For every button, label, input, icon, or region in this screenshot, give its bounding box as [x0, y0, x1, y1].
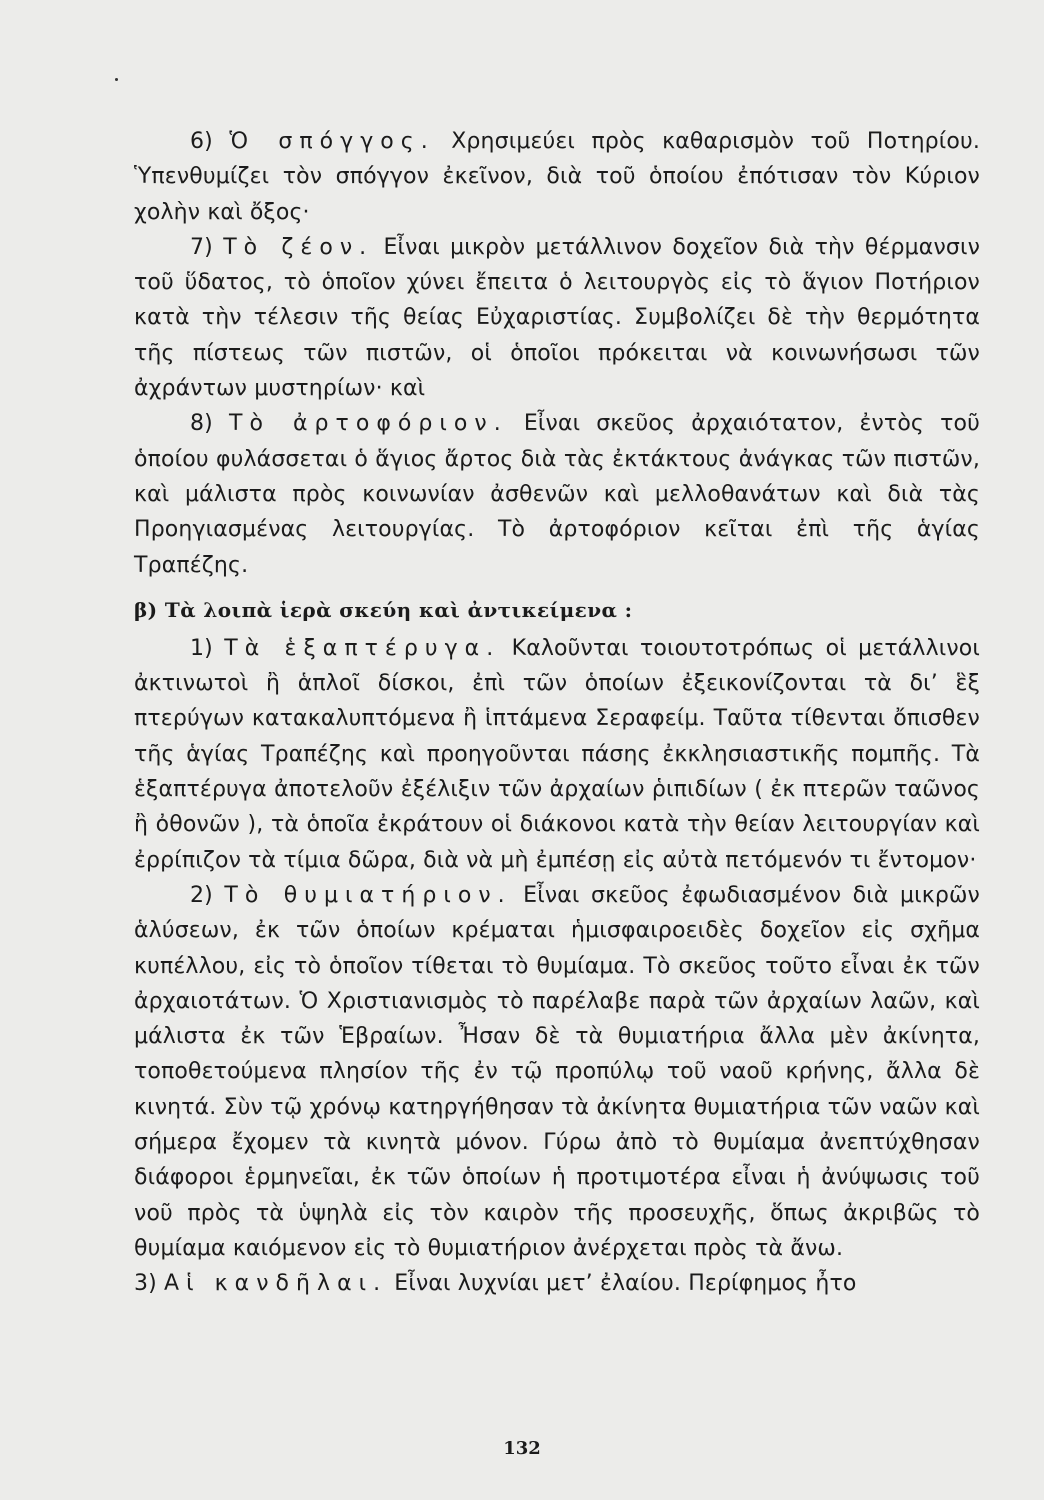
section-heading: β) Τὰ λοιπὰ ἱερὰ σκεύη καὶ ἀντικείμενα :	[134, 597, 633, 622]
paragraph-section-item-3	[134, 1266, 980, 1301]
item-text: Εἶναι σκεῦος ἀρχαιότατον, ἐντὸς τοῦ ὁποίου φυλάσσεται ὁ ἅγιος ἄρτος διὰ τὰς ἐκτάκτους ἀνάγκας τῶν πιστῶν, καὶ μάλιστα πρὸς κοινωνίαν ἀσθενῶν καὶ μελλοθανάτων καὶ διὰ τὰς Προηγιασμένας λειτουργίας. Τὸ ἀρτοφόριον κεῖται ἐπὶ τῆς ἁγίας Τραπέζης.	[134, 411, 980, 578]
item-term: Τὸ ἀρτοφόριον.	[229, 411, 508, 437]
item-number: 6)	[190, 129, 213, 154]
item-term: Τὸ θυμιατήριον.	[224, 882, 512, 908]
item-term: Τὰ ἑξαπτέρυγα.	[224, 635, 501, 661]
item-term: Αἱ κανδῆλαι.	[164, 1271, 388, 1297]
item-number: 8)	[190, 411, 213, 437]
item-term: Ὁ σπόγγος.	[229, 129, 435, 154]
item-number: 1)	[190, 635, 213, 661]
page-number: 132	[503, 1438, 541, 1459]
item-number: 7)	[190, 234, 213, 260]
paragraph-item-7	[134, 230, 980, 406]
item-text: Εἶναι μικρὸν μετάλλινον δοχεῖον διὰ τὴν θέρμανσιν τοῦ ὕδατος, τὸ ὁποῖον χύνει ἔπειτα ὁ λειτουργὸς εἰς τὸ ἅγιον Ποτήριον κατὰ τὴν τέλεσιν τῆς θείας Εὐχαριστίας. Συμβολίζει δὲ τὴν θερμότητα τῆς πίστεως τῶν πιστῶν, οἱ ὁποῖοι πρόκειται νὰ κοινωνήσωσι τῶν ἀχράντων μυστηρίων· καὶ	[134, 234, 981, 402]
paragraph-section-item-1	[134, 631, 980, 878]
item-text: Χρησιμεύει πρὸς καθαρισμὸν τοῦ Ποτηρίου. Ὑπενθυμίζει τὸν σπόγγον ἐκεῖνον, διὰ τοῦ ὁποίου ἐπότισαν τὸν Κύριον χολὴν καὶ ὄξος·	[134, 129, 981, 225]
page-body	[134, 124, 980, 1302]
paragraph-section-item-2	[134, 878, 980, 1266]
item-text: Εἶναι σκεῦος ἐφωδιασμένον διὰ μικρῶν ἁλύσεων, ἐκ τῶν ὁποίων κρέμαται ἡμισφαιροειδὲς δοχεῖον εἰς σχῆμα κυπέλλου, εἰς τὸ ὁποῖον τίθεται τὸ θυμίαμα. Τὸ σκεῦος τοῦτο εἶναι ἐκ τῶν ἀρχαιοτάτων. Ὁ Χριστιανισμὸς τὸ παρέλαβε παρὰ τῶν ἀρχαίων λαῶν, καὶ μάλιστα ἐκ τῶν Ἑβραίων. Ἦσαν δὲ τὰ θυμιατήρια ἄλλα μὲν ἀκίνητα, τοποθετούμενα πλησίον τῆς ἐν τῷ προπύλῳ τοῦ ναοῦ κρήνης, ἄλλα δὲ κινητά. Σὺν τῷ χρόνῳ κατηργήθησαν τὰ ἀκίνητα θυμιατήρια τῶν ναῶν καὶ σήμερα ἔχομεν τὰ κινητὰ μόνον. Γύρω ἀπὸ τὸ θυμίαμα ἀνεπτύχθησαν διάφοροι ἑρμηνεῖαι, ἐκ τῶν ὁποίων ἡ προτιμοτέρα εἶναι ἡ ἀνύψωσις τοῦ νοῦ πρὸς τὰ ὑψηλὰ εἰς τὸν καιρὸν τῆς προσευχῆς, ὅπως ἀκριβῶς τὸ θυμίαμα καιόμενον εἰς τὸ θυμιατήριον ἀνέρχεται πρὸς τὰ ἄνω.	[134, 882, 980, 1261]
paragraph-item-6	[134, 124, 980, 230]
ink-speck	[115, 78, 118, 81]
item-text: Εἶναι λυχνίαι μετ’ ἐλαίου. Περίφημος ἦτο	[394, 1271, 857, 1297]
item-number: 3)	[134, 1271, 157, 1297]
paragraph-item-8	[134, 406, 980, 582]
item-number: 2)	[190, 882, 213, 908]
item-term: Τὸ ζέον.	[223, 234, 374, 260]
item-text: Καλοῦνται τοιουτοτρόπως οἱ μετάλλινοι ἀκτινωτοὶ ἢ ἁπλοῖ δίσκοι, ἐπὶ τῶν ὁποίων ἐξεικονίζονται τὰ δι’ ἓξ πτερύγων κατακαλυπτόμενα ἢ ἱπτάμενα Σεραφείμ. Ταῦτα τίθενται ὄπισθεν τῆς ἁγίας Τραπέζης καὶ προηγοῦνται πάσης ἐκκλησιαστικῆς πομπῆς. Τὰ ἑξαπτέρυγα ἀποτελοῦν ἐξέλιξιν τῶν ἀρχαίων ῥιπιδίων ( ἐκ πτερῶν ταῶνος ἢ ὀθονῶν ), τὰ ὁποῖα ἐκράτουν οἱ διάκονοι κατὰ τὴν θείαν λειτουργίαν καὶ ἐρρίπιζον τὰ τίμια δῶρα, διὰ νὰ μὴ ἐμπέσῃ εἰς αὐτὰ πετόμενόν τι ἔντομον·	[134, 635, 980, 873]
